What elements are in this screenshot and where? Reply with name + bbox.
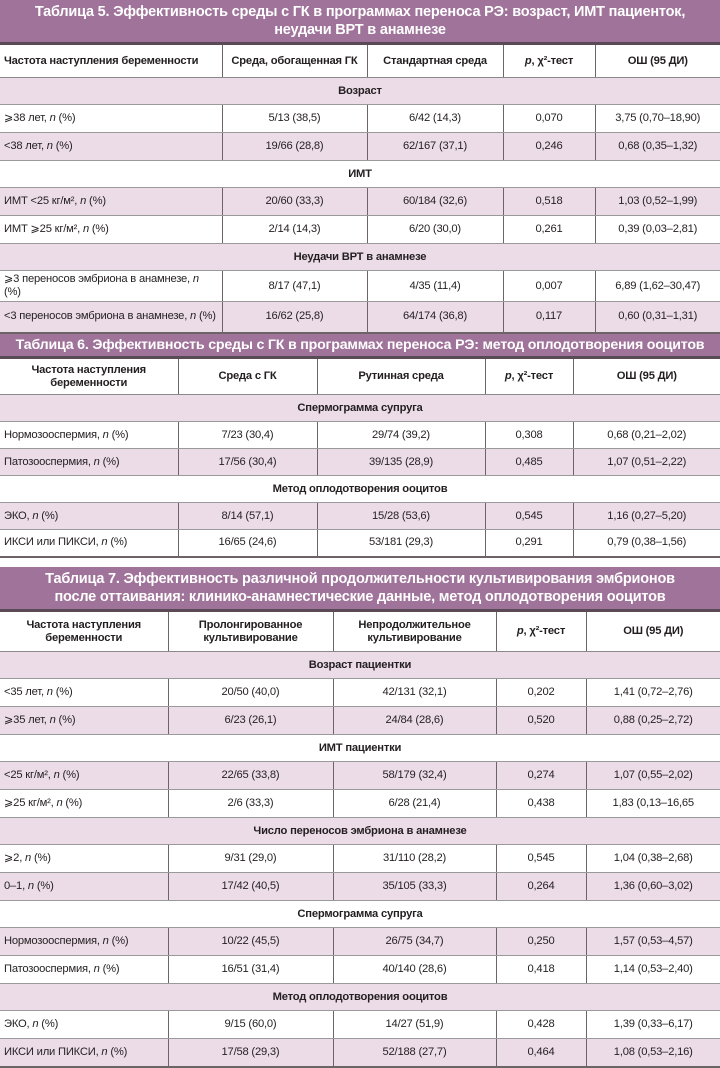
column-header-criterion: Частота наступления беременности [0, 611, 168, 652]
cell-group-b: 52/188 (27,7) [333, 1039, 496, 1067]
cell-group-a: 16/62 (25,8) [222, 302, 367, 333]
table-row [0, 271, 720, 302]
column-header-group-b: Непродолжительное культивирование [333, 611, 496, 652]
table-title [0, 567, 720, 609]
column-header-group-a: Пролонгированное культивирование [168, 611, 333, 652]
table-title-line: неудачи ВРТ в анамнезе [274, 22, 446, 38]
table-row [0, 1039, 720, 1067]
table-5 [0, 0, 720, 334]
cell-group-b: 6/20 (30,0) [367, 216, 503, 244]
table-row [0, 762, 720, 790]
cell-criterion: 0–1, n (%) [0, 873, 168, 901]
cell-group-b: 53/181 (29,3) [317, 530, 485, 557]
section-row [0, 395, 720, 422]
table-7 [0, 567, 720, 1068]
header-row [0, 358, 720, 395]
cell-criterion: ИМТ <25 кг/м², n (%) [0, 188, 222, 216]
cell-p-value: 0,202 [496, 679, 586, 707]
table-row [0, 1011, 720, 1039]
section-row [0, 78, 720, 105]
table-row [0, 956, 720, 984]
cell-criterion: ⩾35 лет, n (%) [0, 707, 168, 735]
cell-odds-ratio: 0,68 (0,35–1,32) [595, 133, 720, 161]
table-row [0, 449, 720, 476]
cell-group-b: 31/110 (28,2) [333, 845, 496, 873]
cell-group-a: 19/66 (28,8) [222, 133, 367, 161]
cell-criterion: ⩾25 кг/м², n (%) [0, 790, 168, 818]
cell-p-value: 0,250 [496, 928, 586, 956]
section-label: ИМТ [0, 161, 720, 188]
column-header-criterion: Частота наступления беременности [0, 358, 178, 395]
column-header-p-value: p, χ²-тест [496, 611, 586, 652]
section-row [0, 984, 720, 1011]
table-title [0, 334, 720, 356]
cell-group-a: 17/42 (40,5) [168, 873, 333, 901]
cell-criterion: ⩾38 лет, n (%) [0, 105, 222, 133]
table-row [0, 707, 720, 735]
cell-p-value: 0,520 [496, 707, 586, 735]
column-header-odds-ratio: ОШ (95 ДИ) [595, 44, 720, 78]
cell-odds-ratio: 0,60 (0,31–1,31) [595, 302, 720, 333]
cell-criterion: Нормозооспермия, n (%) [0, 422, 178, 449]
cell-criterion: <3 переносов эмбриона в анамнезе, n (%) [0, 302, 222, 333]
table-row [0, 928, 720, 956]
table-row [0, 679, 720, 707]
cell-odds-ratio: 1,04 (0,38–2,68) [586, 845, 720, 873]
cell-criterion: Патозооспермия, n (%) [0, 956, 168, 984]
cell-group-b: 60/184 (32,6) [367, 188, 503, 216]
cell-group-a: 2/14 (14,3) [222, 216, 367, 244]
cell-criterion: ⩾3 переносов эмбриона в анамнезе, n (%) [0, 271, 222, 302]
cell-group-b: 42/131 (32,1) [333, 679, 496, 707]
table-row [0, 790, 720, 818]
cell-group-a: 6/23 (26,1) [168, 707, 333, 735]
cell-group-a: 22/65 (33,8) [168, 762, 333, 790]
section-row [0, 818, 720, 845]
column-header-p-value: p, χ²-тест [485, 358, 573, 395]
section-row [0, 735, 720, 762]
cell-group-a: 16/65 (24,6) [178, 530, 317, 557]
cell-criterion: <38 лет, n (%) [0, 133, 222, 161]
cell-group-b: 62/167 (37,1) [367, 133, 503, 161]
cell-odds-ratio: 0,79 (0,38–1,56) [573, 530, 720, 557]
cell-group-b: 40/140 (28,6) [333, 956, 496, 984]
section-row [0, 476, 720, 503]
table-row [0, 503, 720, 530]
table-row [0, 845, 720, 873]
cell-criterion: ЭКО, n (%) [0, 1011, 168, 1039]
column-header-odds-ratio: ОШ (95 ДИ) [573, 358, 720, 395]
cell-group-b: 4/35 (11,4) [367, 271, 503, 302]
section-label: Число переносов эмбриона в анамнезе [0, 818, 720, 845]
cell-odds-ratio: 1,14 (0,53–2,40) [586, 956, 720, 984]
section-label: Неудачи ВРТ в анамнезе [0, 244, 720, 271]
cell-group-b: 39/135 (28,9) [317, 449, 485, 476]
data-table [0, 42, 720, 334]
cell-criterion: <35 лет, n (%) [0, 679, 168, 707]
column-header-group-b: Рутинная среда [317, 358, 485, 395]
cell-p-value: 0,485 [485, 449, 573, 476]
section-label: ИМТ пациентки [0, 735, 720, 762]
cell-odds-ratio: 0,68 (0,21–2,02) [573, 422, 720, 449]
cell-group-a: 5/13 (38,5) [222, 105, 367, 133]
cell-criterion: Патозооспермия, n (%) [0, 449, 178, 476]
cell-group-b: 26/75 (34,7) [333, 928, 496, 956]
cell-group-a: 8/14 (57,1) [178, 503, 317, 530]
cell-p-value: 0,264 [496, 873, 586, 901]
cell-odds-ratio: 3,75 (0,70–18,90) [595, 105, 720, 133]
table-title-line: после оттаивания: клинико-анамнестические данные, метод оплодотворения ооцитов [54, 589, 666, 605]
table-title-line: Таблица 5. Эффективность среды с ГК в программах переноса РЭ: возраст, ИМТ пациенток, [34, 4, 686, 20]
cell-odds-ratio: 6,89 (1,62–30,47) [595, 271, 720, 302]
cell-group-b: 29/74 (39,2) [317, 422, 485, 449]
table-row [0, 216, 720, 244]
column-header-group-b: Стандартная среда [367, 44, 503, 78]
cell-group-a: 2/6 (33,3) [168, 790, 333, 818]
cell-p-value: 0,545 [496, 845, 586, 873]
section-label: Спермограмма супруга [0, 395, 720, 422]
cell-odds-ratio: 1,36 (0,60–3,02) [586, 873, 720, 901]
section-label: Метод оплодотворения ооцитов [0, 984, 720, 1011]
cell-p-value: 0,007 [503, 271, 595, 302]
column-header-p-value: p, χ²-тест [503, 44, 595, 78]
cell-criterion: ИКСИ или ПИКСИ, n (%) [0, 1039, 168, 1067]
cell-p-value: 0,464 [496, 1039, 586, 1067]
table-title [0, 0, 720, 42]
cell-p-value: 0,291 [485, 530, 573, 557]
cell-group-a: 7/23 (30,4) [178, 422, 317, 449]
cell-criterion: <25 кг/м², n (%) [0, 762, 168, 790]
cell-p-value: 0,418 [496, 956, 586, 984]
cell-group-a: 10/22 (45,5) [168, 928, 333, 956]
cell-odds-ratio: 1,08 (0,53–2,16) [586, 1039, 720, 1067]
cell-group-a: 17/58 (29,3) [168, 1039, 333, 1067]
table-title-line: Таблица 7. Эффективность различной продолжительности культивирования эмбрионов [45, 571, 675, 587]
cell-odds-ratio: 1,16 (0,27–5,20) [573, 503, 720, 530]
cell-odds-ratio: 1,03 (0,52–1,99) [595, 188, 720, 216]
cell-group-b: 15/28 (53,6) [317, 503, 485, 530]
section-row [0, 244, 720, 271]
cell-group-b: 58/179 (32,4) [333, 762, 496, 790]
cell-p-value: 0,428 [496, 1011, 586, 1039]
cell-odds-ratio: 0,88 (0,25–2,72) [586, 707, 720, 735]
cell-odds-ratio: 0,39 (0,03–2,81) [595, 216, 720, 244]
cell-criterion: ЭКО, n (%) [0, 503, 178, 530]
cell-odds-ratio: 1,39 (0,33–6,17) [586, 1011, 720, 1039]
cell-group-a: 20/50 (40,0) [168, 679, 333, 707]
column-header-odds-ratio: ОШ (95 ДИ) [586, 611, 720, 652]
header-row [0, 44, 720, 78]
section-label: Спермограмма супруга [0, 901, 720, 928]
cell-group-b: 35/105 (33,3) [333, 873, 496, 901]
table-row [0, 105, 720, 133]
cell-group-b: 14/27 (51,9) [333, 1011, 496, 1039]
cell-group-a: 9/15 (60,0) [168, 1011, 333, 1039]
cell-group-a: 17/56 (30,4) [178, 449, 317, 476]
section-row [0, 161, 720, 188]
cell-p-value: 0,070 [503, 105, 595, 133]
column-header-group-a: Среда с ГК [178, 358, 317, 395]
cell-p-value: 0,246 [503, 133, 595, 161]
table-row [0, 302, 720, 333]
cell-p-value: 0,274 [496, 762, 586, 790]
cell-p-value: 0,518 [503, 188, 595, 216]
cell-group-b: 6/28 (21,4) [333, 790, 496, 818]
cell-criterion: ИКСИ или ПИКСИ, n (%) [0, 530, 178, 557]
cell-group-a: 16/51 (31,4) [168, 956, 333, 984]
cell-group-b: 6/42 (14,3) [367, 105, 503, 133]
cell-odds-ratio: 1,41 (0,72–2,76) [586, 679, 720, 707]
cell-group-b: 24/84 (28,6) [333, 707, 496, 735]
cell-p-value: 0,117 [503, 302, 595, 333]
table-row [0, 188, 720, 216]
cell-criterion: ИМТ ⩾25 кг/м², n (%) [0, 216, 222, 244]
cell-group-a: 20/60 (33,3) [222, 188, 367, 216]
cell-odds-ratio: 1,57 (0,53–4,57) [586, 928, 720, 956]
section-label: Метод оплодотворения ооцитов [0, 476, 720, 503]
cell-criterion: ⩾2, n (%) [0, 845, 168, 873]
table-row [0, 873, 720, 901]
table-row [0, 133, 720, 161]
cell-group-a: 9/31 (29,0) [168, 845, 333, 873]
section-label: Возраст [0, 78, 720, 105]
table-title-line: Таблица 6. Эффективность среды с ГК в программах переноса РЭ: метод оплодотворения ооцитов [15, 337, 705, 353]
table-row [0, 422, 720, 449]
cell-p-value: 0,261 [503, 216, 595, 244]
cell-p-value: 0,438 [496, 790, 586, 818]
cell-p-value: 0,308 [485, 422, 573, 449]
section-row [0, 652, 720, 679]
column-header-group-a: Среда, обогащенная ГК [222, 44, 367, 78]
section-row [0, 901, 720, 928]
table-row [0, 530, 720, 557]
cell-odds-ratio: 1,07 (0,55–2,02) [586, 762, 720, 790]
cell-criterion: Нормозооспермия, n (%) [0, 928, 168, 956]
cell-group-a: 8/17 (47,1) [222, 271, 367, 302]
cell-odds-ratio: 1,07 (0,51–2,22) [573, 449, 720, 476]
cell-odds-ratio: 1,83 (0,13–16,65 [586, 790, 720, 818]
section-label: Возраст пациентки [0, 652, 720, 679]
table-6 [0, 334, 720, 558]
data-table [0, 609, 720, 1068]
cell-p-value: 0,545 [485, 503, 573, 530]
data-table [0, 356, 720, 558]
column-header-criterion: Частота наступления беременности [0, 44, 222, 78]
header-row [0, 611, 720, 652]
cell-group-b: 64/174 (36,8) [367, 302, 503, 333]
